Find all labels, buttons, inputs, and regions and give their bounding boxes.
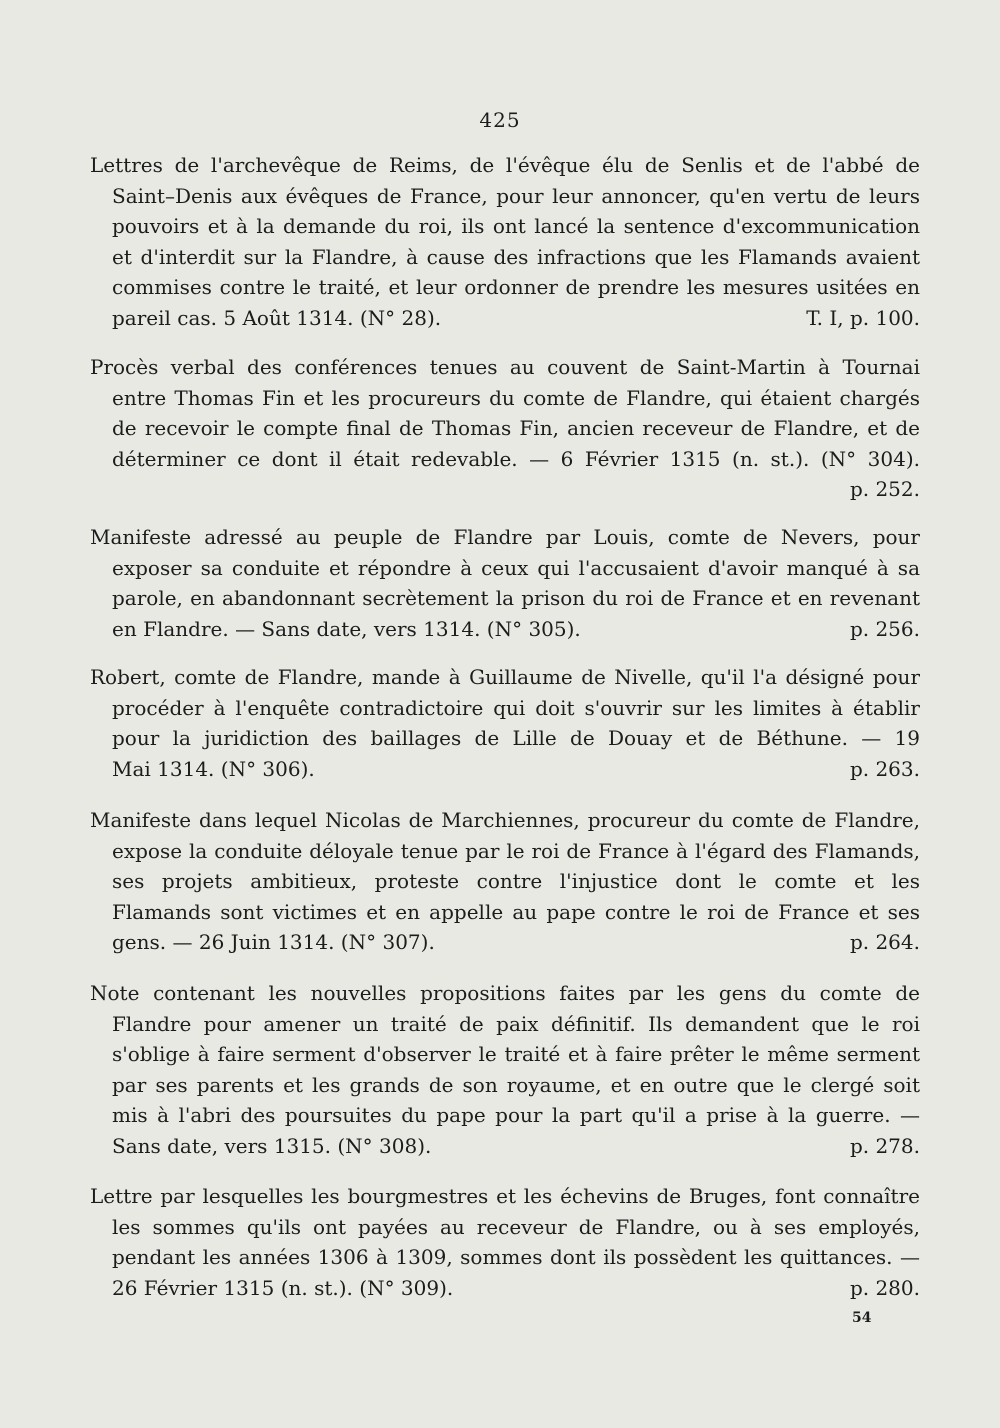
entry-line: par ses parents et les grands de son royaume, et en outre que le clergé soit <box>112 1072 920 1097</box>
entry-text: Mai 1314. (N° 306). <box>112 756 315 781</box>
page-reference: p. 280. <box>849 1275 920 1300</box>
entry-line: parole, en abandonnant secrètement la prison du roi de France et en revenant <box>112 586 920 610</box>
entry-line: mis à l'abri des poursuites du pape pour la part qu'il a prise à la guerre. — <box>112 1103 920 1127</box>
entry-last-line <box>90 303 920 334</box>
entry-2 <box>90 352 920 505</box>
entry-6 <box>90 978 920 1161</box>
page-reference: p. 263. <box>849 756 920 781</box>
entry-line: ses projets ambitieux, proteste contre l'injustice dont le comte et les <box>112 869 920 893</box>
entry-last-line <box>90 614 920 645</box>
entry-line: Saint–Denis aux évêques de France, pour leur annoncer, qu'en vertu de leurs <box>112 183 920 208</box>
page-reference: p. 252. <box>849 477 920 501</box>
signature-mark: 54 <box>852 1310 872 1326</box>
entry-7 <box>90 1181 920 1303</box>
page-reference: p. 278. <box>849 1133 920 1158</box>
entry-1 <box>90 150 920 333</box>
entry-line: Manifeste adressé au peuple de Flandre par Louis, comte de Nevers, pour <box>90 525 920 549</box>
entry-line: pendant les années 1306 à 1309, sommes dont ils possèdent les quittances. — <box>112 1245 920 1269</box>
entry-line: procéder à l'enquête contradictoire qui doit s'ouvrir sur les limites à établir <box>112 695 920 720</box>
page-reference: p. 264. <box>849 930 920 954</box>
entry-text: gens. — 26 Juin 1314. (N° 307). <box>112 930 435 954</box>
entry-line: Note contenant les nouvelles propositions faites par les gens du comte de <box>90 981 920 1005</box>
entry-line: déterminer ce dont il était redevable. — 6 Février 1315 (n. st.). (N° 304). <box>112 446 920 471</box>
entry-line: Flamands sont victimes et en appelle au pape contre le roi de France et ses <box>112 899 920 924</box>
entry-line: Procès verbal des conférences tenues au couvent de Saint-Martin à Tournai <box>90 355 920 379</box>
entry-line: Robert, comte de Flandre, mande à Guillaume de Nivelle, qu'il l'a désigné pour <box>90 665 920 689</box>
entry-line: Lettre par lesquelles les bourgmestres et les échevins de Bruges, font connaître <box>90 1184 920 1208</box>
entry-5 <box>90 805 920 958</box>
entry-line: pouvoirs et à la demande du roi, ils ont lancé la sentence d'excommunication <box>112 214 920 238</box>
entry-line: s'oblige à faire serment d'observer le traité et à faire prêter le même serment <box>112 1042 920 1066</box>
entry-line: Lettres de l'archevêque de Reims, de l'évêque élu de Senlis et de l'abbé de <box>90 153 920 177</box>
page-reference: p. 256. <box>849 616 920 641</box>
entry-text: en Flandre. — Sans date, vers 1314. (N° 305). <box>112 616 581 641</box>
entry-last-line <box>90 754 920 785</box>
entry-line: expose la conduite déloyale tenue par le roi de France à l'égard des Flamands, <box>112 838 920 863</box>
entry-line: Flandre pour amener un traité de paix définitif. Ils demandent que le roi <box>112 1011 920 1036</box>
entry-last-line <box>90 1131 920 1162</box>
entry-line: et d'interdit sur la Flandre, à cause des infractions que les Flamands avaient <box>112 244 920 269</box>
entry-line: de recevoir le compte final de Thomas Fin, ancien receveur de Flandre, et de <box>112 416 920 440</box>
entry-line: exposer sa conduite et répondre à ceux qui l'accusaient d'avoir manqué à sa <box>112 555 920 580</box>
entry-3 <box>90 522 920 644</box>
entry-last-line <box>90 927 920 958</box>
entry-text: Sans date, vers 1315. (N° 308). <box>112 1133 432 1158</box>
entry-line: pour la juridiction des baillages de Lille de Douay et de Béthune. — 19 <box>112 726 920 750</box>
entry-line: entre Thomas Fin et les procureurs du comte de Flandre, qui étaient chargés <box>112 385 920 410</box>
entry-4 <box>90 662 920 784</box>
entry-line: commises contre le traité, et leur ordonner de prendre les mesures usitées en <box>112 275 920 299</box>
entry-line: les sommes qu'ils ont payées au receveur de Flandre, ou à ses employés, <box>112 1214 920 1239</box>
entry-last-line <box>90 1273 920 1304</box>
page-reference: T. I, p. 100. <box>806 305 920 330</box>
page-number: 425 <box>479 108 521 132</box>
entry-text: 26 Février 1315 (n. st.). (N° 309). <box>112 1275 454 1300</box>
entry-line: Manifeste dans lequel Nicolas de Marchiennes, procureur du comte de Flandre, <box>90 808 920 832</box>
entry-text: pareil cas. 5 Août 1314. (N° 28). <box>112 305 442 330</box>
